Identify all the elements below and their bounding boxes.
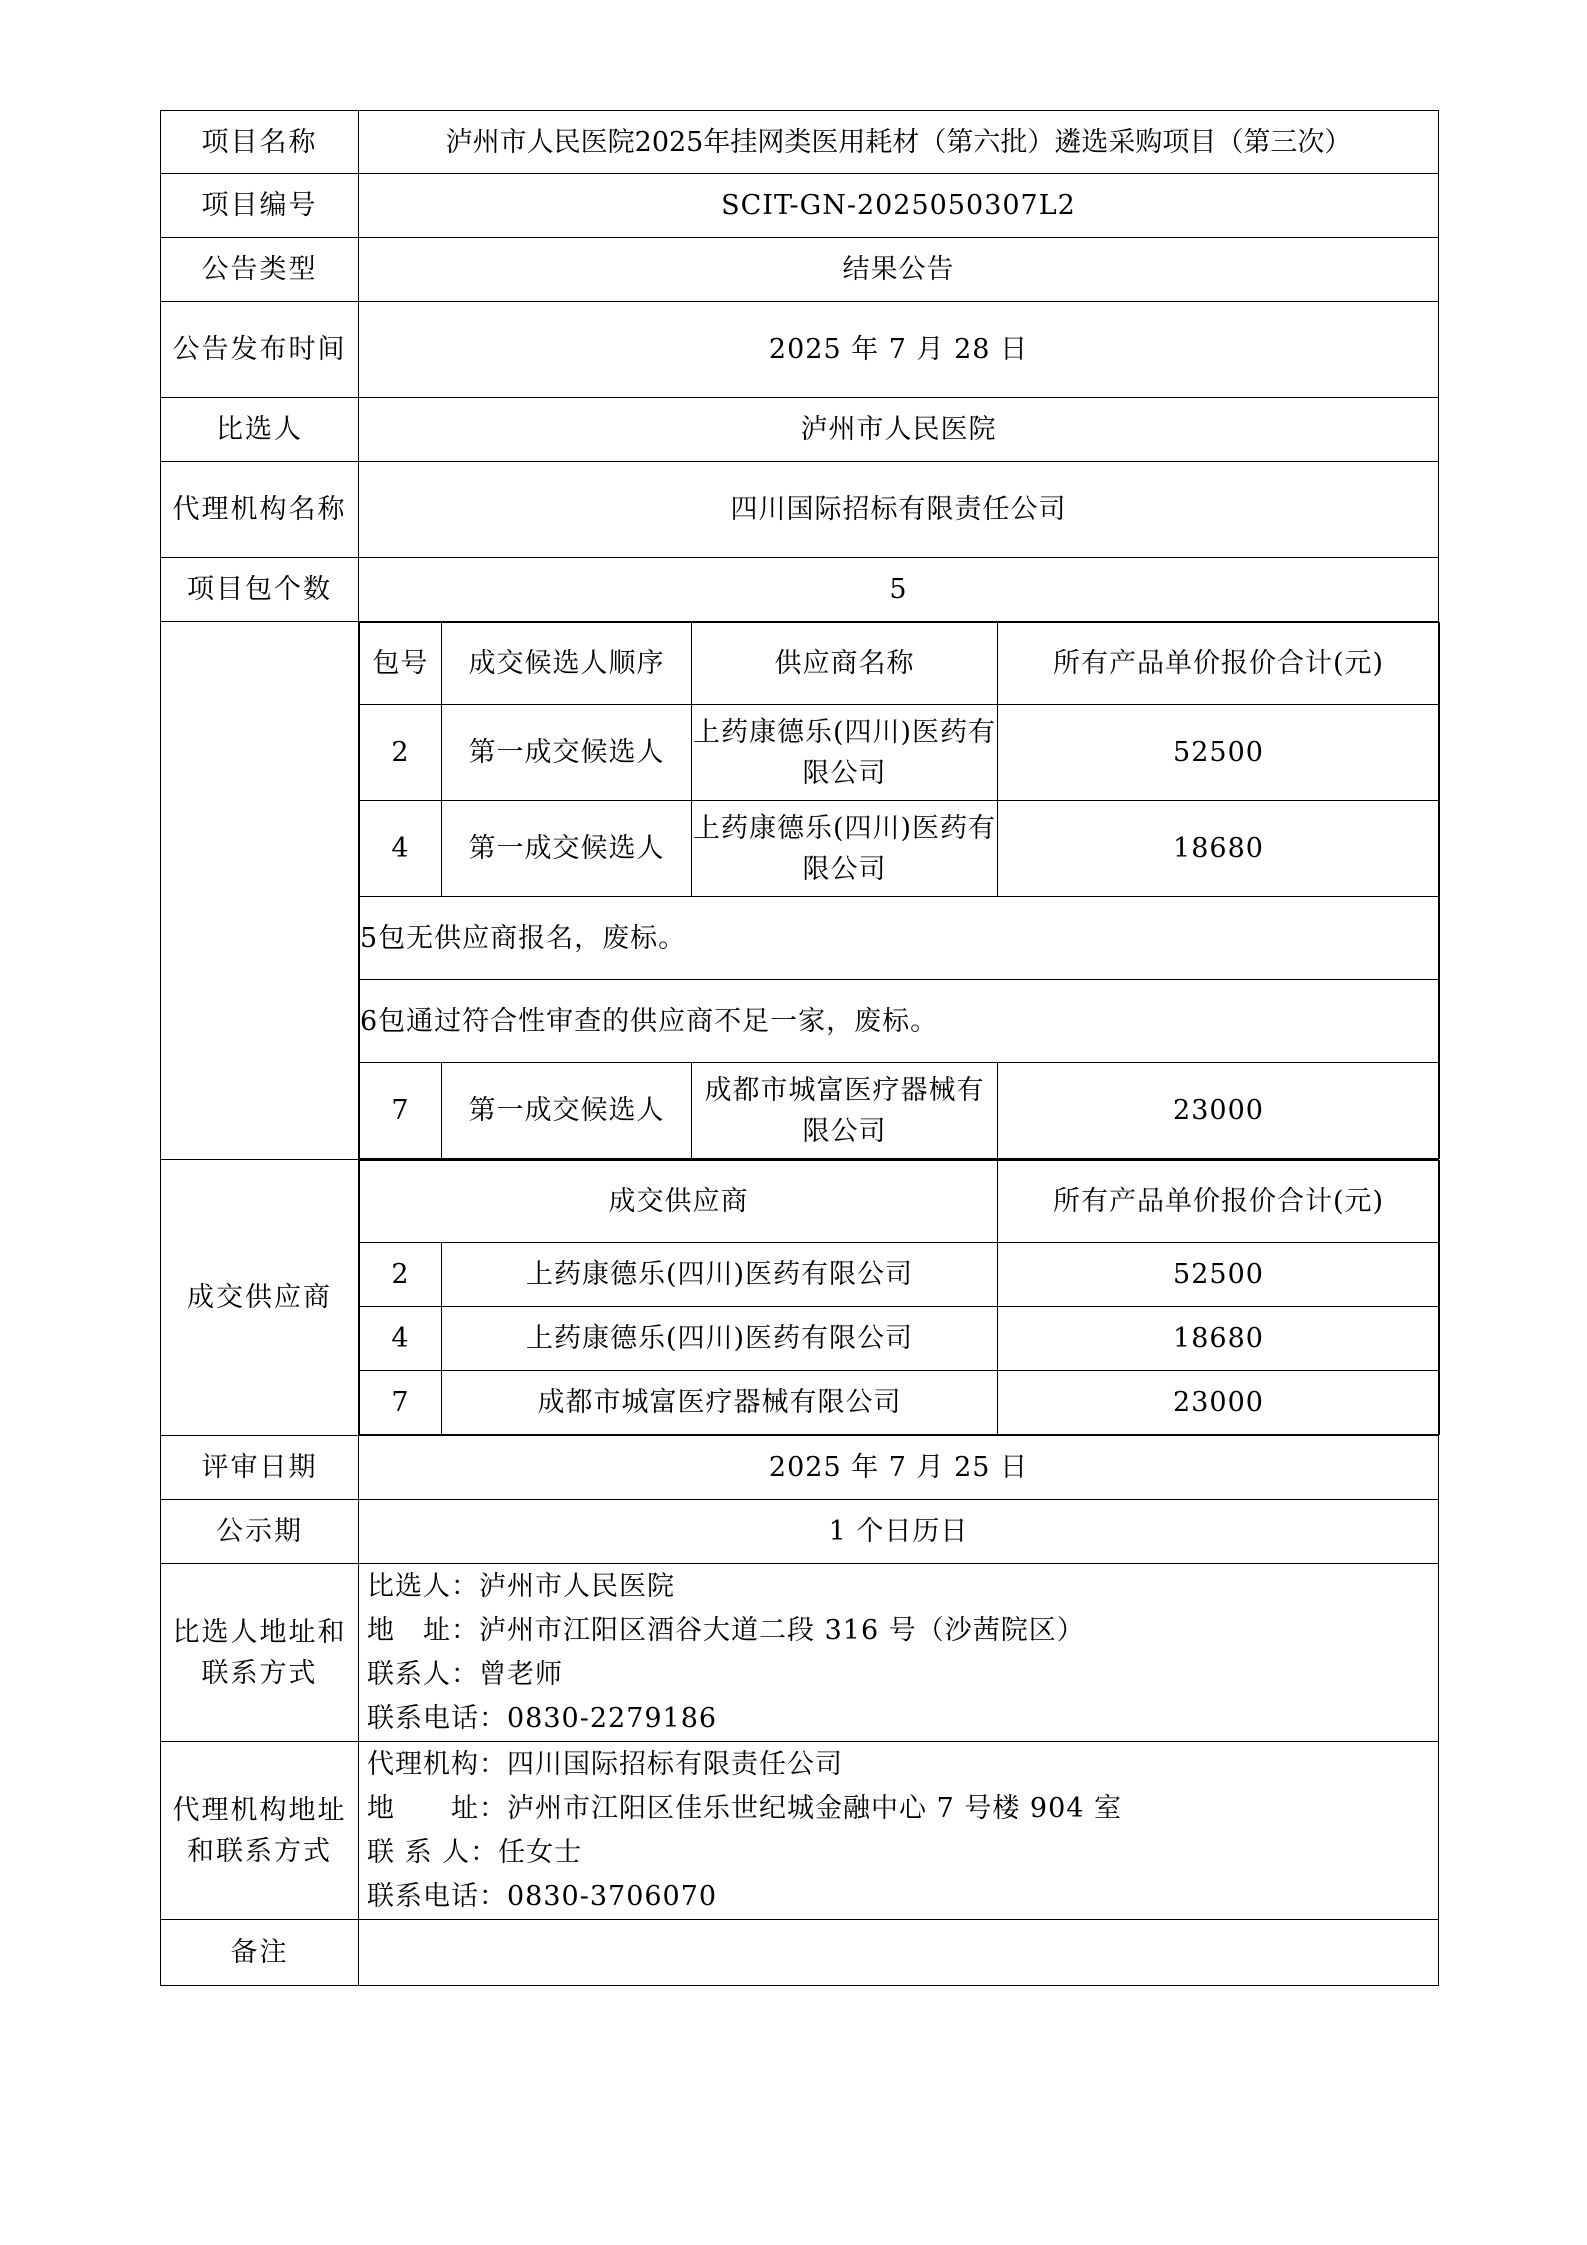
table-row bbox=[360, 801, 1440, 897]
row-package-count bbox=[161, 558, 1439, 622]
purchaser-contact-label: 比选人地址和联系方式 bbox=[161, 1564, 359, 1742]
project-code-value: SCIT-GN-2025050307L2 bbox=[359, 174, 1439, 238]
candidates-table bbox=[359, 622, 1440, 1159]
supplier-name: 上药康德乐(四川)医药有限公司 bbox=[692, 801, 998, 897]
publicity-period-value: 1 个日历日 bbox=[359, 1500, 1439, 1564]
purchaser-contact-person: 联系人：曾老师 bbox=[367, 1658, 563, 1690]
package-no: 4 bbox=[360, 1307, 442, 1371]
purchaser-contact-name: 比选人：泸州市人民医院 bbox=[367, 1570, 675, 1602]
winners-header-row bbox=[360, 1161, 1440, 1243]
supplier-name: 成都市城富医疗器械有限公司 bbox=[692, 1063, 998, 1159]
agency-contact-person: 联 系 人：任女士 bbox=[367, 1836, 583, 1868]
header-winner-supplier: 成交供应商 bbox=[360, 1161, 998, 1243]
winners-cell bbox=[359, 1160, 1439, 1436]
agency-contact-name: 代理机构：四川国际招标有限责任公司 bbox=[367, 1748, 843, 1780]
row-purchaser-contact bbox=[161, 1564, 1439, 1742]
agency-contact-cell bbox=[359, 1742, 1439, 1920]
package-no: 7 bbox=[360, 1063, 442, 1159]
header-price-total: 所有产品单价报价合计(元) bbox=[998, 623, 1440, 705]
publicity-period-label: 公示期 bbox=[161, 1500, 359, 1564]
purchaser-contact-address: 地 址：泸州市江阳区酒谷大道二段 316 号（沙茜院区） bbox=[367, 1614, 1085, 1646]
agency-label: 代理机构名称 bbox=[161, 462, 359, 558]
package-no: 4 bbox=[360, 801, 442, 897]
price-total: 23000 bbox=[998, 1063, 1440, 1159]
row-review-date bbox=[161, 1436, 1439, 1500]
package-count-label: 项目包个数 bbox=[161, 558, 359, 622]
purchaser-label: 比选人 bbox=[161, 398, 359, 462]
project-code-label: 项目编号 bbox=[161, 174, 359, 238]
purchaser-contact-cell bbox=[359, 1564, 1439, 1742]
note-row bbox=[360, 980, 1440, 1063]
package-no: 7 bbox=[360, 1371, 442, 1435]
price-total: 52500 bbox=[998, 705, 1440, 801]
agency-contact-phone: 联系电话：0830-3706070 bbox=[367, 1880, 718, 1912]
winner-total: 23000 bbox=[998, 1371, 1440, 1435]
announcement-table bbox=[160, 110, 1439, 1986]
table-row bbox=[360, 705, 1440, 801]
note-package-5: 5包无供应商报名，废标。 bbox=[360, 897, 1440, 980]
row-agency-contact bbox=[161, 1742, 1439, 1920]
review-date-value: 2025 年 7 月 25 日 bbox=[359, 1436, 1439, 1500]
header-winner-price: 所有产品单价报价合计(元) bbox=[998, 1161, 1440, 1243]
supplier-name: 上药康德乐(四川)医药有限公司 bbox=[692, 705, 998, 801]
candidates-cell bbox=[359, 622, 1439, 1160]
row-notice-type bbox=[161, 238, 1439, 302]
row-project-code bbox=[161, 174, 1439, 238]
table-row bbox=[360, 1243, 1440, 1307]
row-winners bbox=[161, 1160, 1439, 1436]
winner-supplier: 上药康德乐(四川)医药有限公司 bbox=[442, 1243, 998, 1307]
remarks-value bbox=[359, 1920, 1439, 1986]
project-name-value: 泸州市人民医院2025年挂网类医用耗材（第六批）遴选采购项目（第三次） bbox=[359, 111, 1439, 174]
row-publicity-period bbox=[161, 1500, 1439, 1564]
row-agency bbox=[161, 462, 1439, 558]
review-date-label: 评审日期 bbox=[161, 1436, 359, 1500]
winner-total: 52500 bbox=[998, 1243, 1440, 1307]
agency-contact-label: 代理机构地址和联系方式 bbox=[161, 1742, 359, 1920]
agency-value: 四川国际招标有限责任公司 bbox=[359, 462, 1439, 558]
winners-label: 成交供应商 bbox=[161, 1160, 359, 1436]
candidates-header-row bbox=[360, 623, 1440, 705]
header-package-no: 包号 bbox=[360, 623, 442, 705]
purchaser-value: 泸州市人民医院 bbox=[359, 398, 1439, 462]
price-total: 18680 bbox=[998, 801, 1440, 897]
package-no: 2 bbox=[360, 705, 442, 801]
publish-time-value: 2025 年 7 月 28 日 bbox=[359, 302, 1439, 398]
note-row bbox=[360, 897, 1440, 980]
table-row bbox=[360, 1063, 1440, 1159]
candidates-label bbox=[161, 622, 359, 1160]
candidate-order: 第一成交候选人 bbox=[442, 705, 692, 801]
package-count-value: 5 bbox=[359, 558, 1439, 622]
package-no: 2 bbox=[360, 1243, 442, 1307]
candidate-order: 第一成交候选人 bbox=[442, 1063, 692, 1159]
winner-total: 18680 bbox=[998, 1307, 1440, 1371]
notice-type-value: 结果公告 bbox=[359, 238, 1439, 302]
row-purchaser bbox=[161, 398, 1439, 462]
row-publish-time bbox=[161, 302, 1439, 398]
table-row bbox=[360, 1307, 1440, 1371]
note-package-6: 6包通过符合性审查的供应商不足一家，废标。 bbox=[360, 980, 1440, 1063]
table-row bbox=[360, 1371, 1440, 1435]
purchaser-contact-phone: 联系电话：0830-2279186 bbox=[367, 1702, 718, 1734]
row-project-name bbox=[161, 111, 1439, 174]
header-supplier-name: 供应商名称 bbox=[692, 623, 998, 705]
winner-supplier: 上药康德乐(四川)医药有限公司 bbox=[442, 1307, 998, 1371]
row-candidates bbox=[161, 622, 1439, 1160]
winner-supplier: 成都市城富医疗器械有限公司 bbox=[442, 1371, 998, 1435]
publish-time-label: 公告发布时间 bbox=[161, 302, 359, 398]
header-candidate-order: 成交候选人顺序 bbox=[442, 623, 692, 705]
candidate-order: 第一成交候选人 bbox=[442, 801, 692, 897]
project-name-label: 项目名称 bbox=[161, 111, 359, 174]
notice-type-label: 公告类型 bbox=[161, 238, 359, 302]
row-remarks bbox=[161, 1920, 1439, 1986]
remarks-label: 备注 bbox=[161, 1920, 359, 1986]
agency-contact-address: 地 址：泸州市江阳区佳乐世纪城金融中心 7 号楼 904 室 bbox=[367, 1792, 1123, 1824]
winners-table bbox=[359, 1160, 1440, 1435]
